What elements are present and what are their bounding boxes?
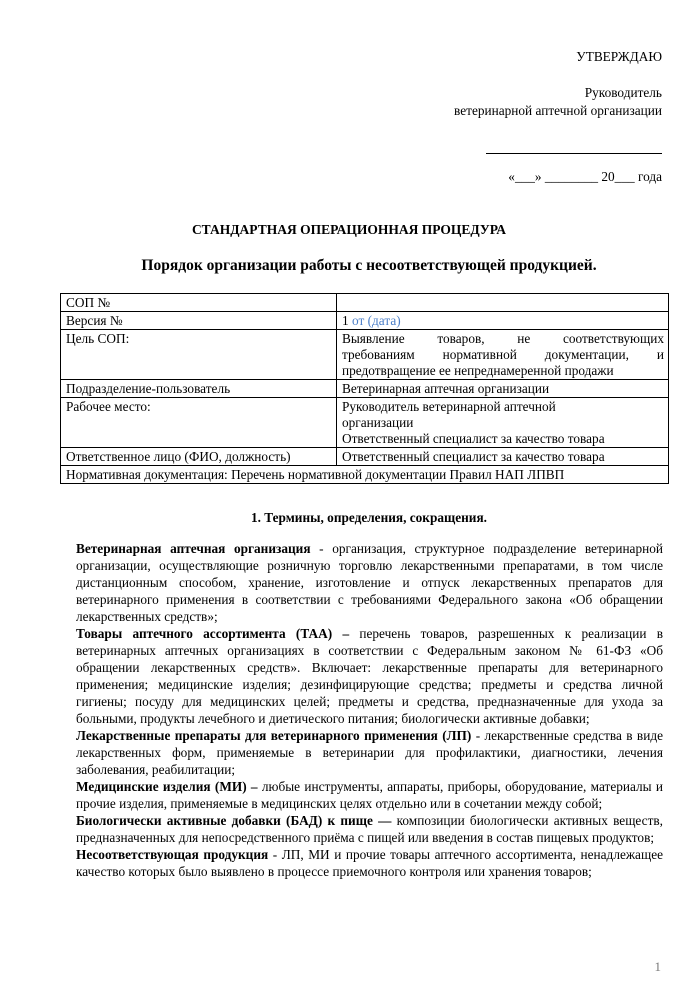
- responsible-label: Ответственное лицо (ФИО, должность): [61, 448, 337, 466]
- table-row: [61, 330, 669, 380]
- approval-block: [362, 48, 662, 186]
- responsible-value: Ответственный специалист за качество товара: [337, 448, 669, 466]
- approval-heading: УТВЕРЖДАЮ: [576, 49, 662, 64]
- term-paragraph: [76, 812, 663, 846]
- term-definition: любые инструменты, аппараты, приборы, оборудование, материалы и прочие изделия, применяемые в медицинских целях отдельно или в сочетании между собой;: [76, 779, 663, 811]
- term-definition: композиции биологически активных веществ, предназначенных для непосредственного приёма с пищей или введения в состав пищевых продуктов;: [76, 813, 663, 845]
- term-name: Несоответствующая продукция: [76, 847, 269, 862]
- table-row: [61, 398, 669, 448]
- document-subtitle: Порядок организации работы с несоответствующей продукцией.: [141, 257, 597, 274]
- term-paragraph: [76, 778, 663, 812]
- purpose-line: предотвращение ее непреднамеренной продажи: [342, 363, 614, 378]
- division-label: Подразделение-пользователь: [61, 380, 337, 398]
- version-label: Версия №: [61, 312, 337, 330]
- term-paragraph: [76, 625, 663, 727]
- normative-docs: Нормативная документация: Перечень нормативной документации Правил НАП ЛПВП: [61, 466, 669, 484]
- term-name: Биологически активные добавки (БАД) к пище —: [76, 813, 392, 828]
- purpose-line: Выявление товаров, не соответствующих: [342, 331, 664, 346]
- term-paragraph: [76, 846, 663, 880]
- purpose-cell: [337, 330, 669, 380]
- term-definition: - лекарственные средства в виде лекарственных форм, применяемые в ветеринарии для профилактики, диагностики, лечения заболевания, реабилитации;: [76, 728, 663, 777]
- version-value: 1: [342, 313, 349, 328]
- page-number: 1: [654, 959, 661, 974]
- table-row: [61, 380, 669, 398]
- term-definition: - организация, структурное подразделение ветеринарной организации, осуществляющие розничную торговлю лекарственными препаратами, в том числе дистанционным способом, хранение, изготовление и отпуск лекарственных препаратов для ветеринарного применения в соответствии с требованиями Федерального закона «Об обращении лекарственных средств»;: [76, 541, 663, 624]
- term-definition: - ЛП, МИ и прочие товары аптечного ассортимента, ненадлежащее качество которых было выявлено в процессе приемочного контроля или хранения товаров;: [76, 847, 663, 879]
- terms-list: [76, 540, 663, 880]
- approval-date-line: «___» ________ 20___ года: [508, 169, 662, 184]
- section-heading: 1. Термины, определения, сокращения.: [251, 510, 487, 525]
- purpose-label: Цель СОП:: [61, 330, 337, 380]
- workplace-cell: [337, 398, 669, 448]
- workplace-line: Ответственный специалист за качество товара: [342, 431, 605, 446]
- signature-line: [486, 152, 662, 154]
- sop-label: СОП №: [61, 294, 337, 312]
- approval-role: Руководитель: [584, 85, 662, 100]
- version-date: от (дата): [351, 313, 401, 328]
- table-row: [61, 448, 669, 466]
- term-paragraph: [76, 727, 663, 778]
- term-name: Товары аптечного ассортимента (ТАА) –: [76, 626, 350, 641]
- term-name: Лекарственные препараты для ветеринарного применения (ЛП): [76, 728, 472, 743]
- document-title: СТАНДАРТНАЯ ОПЕРАЦИОННАЯ ПРОЦЕДУРА: [191, 222, 507, 237]
- workplace-label: Рабочее место:: [61, 398, 337, 448]
- version-cell: [337, 312, 669, 330]
- term-paragraph: [76, 540, 663, 625]
- sop-value: [337, 294, 669, 312]
- term-name: Медицинские изделия (МИ) –: [76, 779, 258, 794]
- sop-meta-table: [60, 293, 669, 484]
- approval-org: ветеринарной аптечной организации: [454, 103, 662, 118]
- division-value: Ветеринарная аптечная организации: [337, 380, 669, 398]
- table-row: [61, 312, 669, 330]
- table-row: [61, 466, 669, 484]
- term-name: Ветеринарная аптечная организация: [76, 541, 311, 556]
- term-definition: перечень товаров, разрешенных к реализации в ветеринарных аптечных организациях в соответствии с Федеральным законом № 61-ФЗ «Об обращении лекарственных средств». Включает: лекарственные препараты для ветеринарного применения; медицинские изделия; дезинфицирующие средства; предметы и средства личной гигиены; посуду для медицинских целей; предметы и средства, предназначенные для ухода за больными, продукты лечебного и диетического питания; биологически активные добавки;: [76, 626, 663, 726]
- workplace-line: организации: [342, 415, 414, 430]
- table-row: [61, 294, 669, 312]
- purpose-line: требованиям нормативной документации, и: [342, 347, 664, 362]
- workplace-line: Руководитель ветеринарной аптечной: [342, 399, 556, 414]
